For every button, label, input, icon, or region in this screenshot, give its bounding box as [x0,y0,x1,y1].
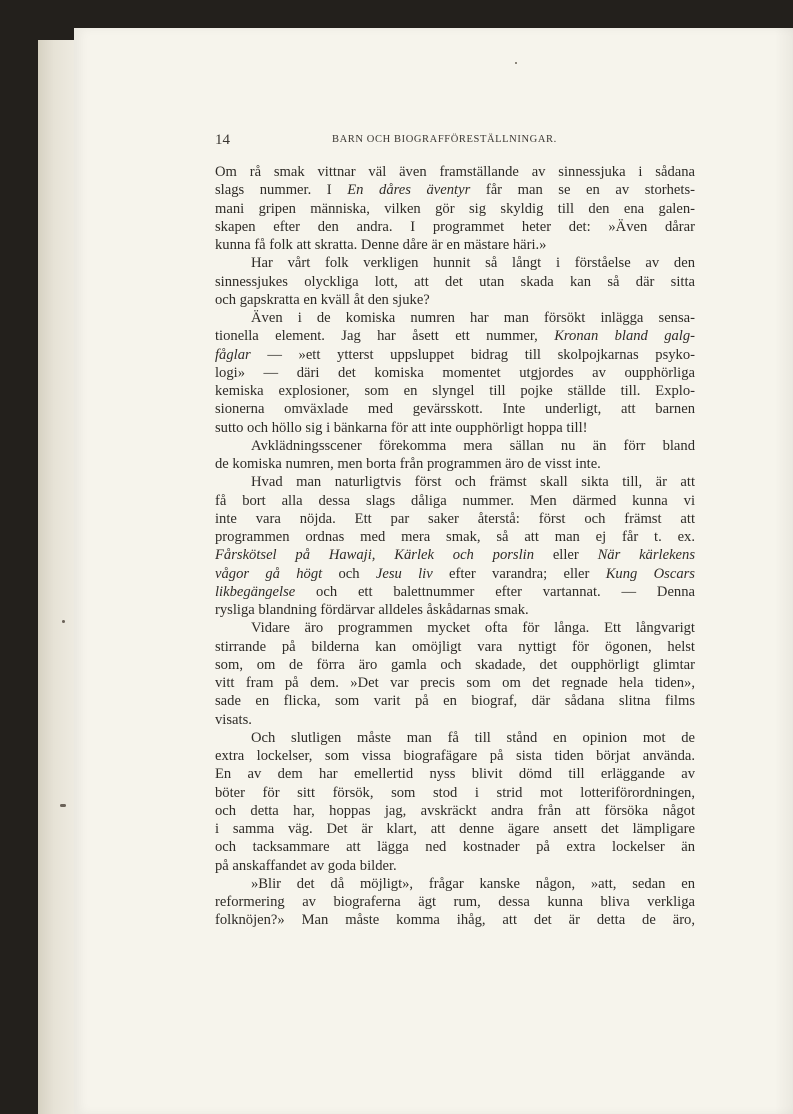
text-line [215,181,695,199]
text-segment: folknöjen?» Man måste komma ihåg, att det är detta de äro, [215,912,695,929]
text-line [215,346,695,364]
text-line [215,218,695,236]
text-segment: kunna få folk att skratta. Denne dåre är en mästare häri.» [215,237,547,253]
text-line [215,711,695,729]
text-line [215,765,695,783]
italic-title: likbegängelse [215,583,296,600]
text-line [215,838,695,856]
text-line [215,473,695,491]
text-line [215,254,695,272]
text-segment: sionerna omväxlade med gevärsskott. Inte underligt, att barnen [215,401,695,418]
text-line [215,291,695,309]
text-line [215,565,695,583]
margin-speck [515,62,517,64]
text-line [215,382,695,400]
text-segment: i samma väg. Det är klart, att denne ägare ansett det lämpligare [215,821,695,837]
text-segment: och [322,565,376,582]
text-line [215,674,695,692]
text-segment: sutto och höllo sig i bänkarna för att inte oupphörligt hoppa till! [215,419,588,436]
text-line [215,692,695,710]
italic-title: Fårskötsel på Hawaji, Kärlek och porslin [215,547,535,564]
text-line [215,309,695,327]
body-text [215,163,695,930]
text-segment: reformering av biograferna ägt rum, dessa kunna bliva verkliga [215,894,695,910]
text-line [215,546,695,564]
text-segment: visats. [215,711,252,728]
page-number: 14 [215,132,230,148]
text-line [215,911,695,929]
text-segment: får man se en av storhets- [470,182,695,199]
text-line [215,273,695,291]
italic-title: fåglar [215,346,251,363]
italic-title: En dåres äventyr [347,182,471,199]
text-line [215,619,695,637]
text-segment: Om rå smak vittnar väl även framställande av sinnessjuka i sådana [215,164,695,180]
text-segment: logi» — däri det komiska momentet utgjordes av oupphörliga [215,364,695,381]
text-segment: Har vårt folk verkligen hunnit så långt i förståelse av den [251,255,695,272]
text-line [215,802,695,820]
text-segment: »Blir det då möjligt», frågar kanske någon, »att, sedan en [251,875,695,892]
text-segment: slags nummer. I [215,182,348,199]
text-line [215,583,695,601]
text-line [215,327,695,345]
text-line [215,455,695,473]
text-segment: tionella element. Jag har åsett ett nummer, [215,328,555,345]
text-line [215,510,695,528]
text-segment: vitt fram på dem. »Det var precis som om det regnade hela tiden», [215,675,695,691]
text-segment: och detta har, hoppas jag, avskräckt andra från att försöka något [215,802,695,819]
margin-speck [62,620,65,623]
italic-title: vågor gå högt [215,565,323,582]
text-line [215,893,695,911]
page-shadow [775,28,793,1114]
text-line [215,437,695,455]
text-segment: Även i de komiska numren har man försökt inlägga sensa- [251,310,695,326]
text-segment: Och slutligen måste man få till stånd en opinion mot de [251,729,695,746]
text-segment: och gapskratta en kväll åt den sjuke? [215,291,430,308]
text-segment: — »ett ytterst uppsluppet bidrag till skolpojkarnas psyko- [250,346,695,363]
italic-title: Kung Oscars [605,565,695,582]
text-segment: extra lockelser, som vissa biografägare på sista tiden börjat använda. [215,748,695,764]
text-line [215,875,695,893]
text-line [215,236,695,254]
text-segment: skapen efter den andra. I programmet heter det: »Även dårar [215,218,695,235]
text-line [215,747,695,765]
text-segment: Hvad man naturligtvis först och främst skall sikta till, är att [251,474,695,491]
header-title: BARN OCH BIOGRAFFÖRESTÄLLNINGAR. [332,134,557,145]
text-line [215,729,695,747]
text-line [215,857,695,875]
text-segment: En av dem har emellertid nyss blivit dömd till erläggande av [215,766,695,783]
text-segment: sinnessjukes olyckliga lott, att det utan skada kan så där sitta [215,273,695,290]
margin-speck [60,804,66,807]
text-segment: mani gripen människa, vilken gör sig skyldig till den ena galen- [215,200,695,217]
text-segment: och tacksammare att lägga ned kostnader på extra lockelser än [215,839,695,856]
text-segment: Vidare äro programmen mycket ofta för långa. Ett långvarigt [251,620,695,637]
text-segment: de komiska numren, men borta från programmen äro de visst inte. [215,456,601,472]
text-line [215,528,695,546]
text-segment: böter för sitt försök, som stod i strid mot lotteriförordningen, [215,784,695,801]
running-head [215,132,695,150]
text-segment: inte vara nöjda. Ett par saker återstå: först och främst att [215,510,695,527]
text-segment: kemiska explosioner, som en slyngel till pojke ställde till. Explo- [215,383,695,399]
text-line [215,601,695,619]
text-line [215,638,695,656]
text-segment: på anskaffandet av goda bilder. [215,857,397,874]
book-left-edge [38,40,78,1114]
text-line [215,492,695,510]
text-line [215,419,695,437]
italic-title: Kronan bland galg- [554,328,695,345]
text-line [215,820,695,838]
text-segment: eller [534,547,598,564]
text-line [215,400,695,418]
text-line [215,784,695,802]
text-line [215,163,695,181]
text-segment: som, om de förra äro gamla och skadade, det oupphörligt glimtar [215,656,695,673]
text-line [215,656,695,674]
italic-title: När kärlekens [597,547,695,564]
text-segment: stirrande på bilderna kan omöjligt vara nyttigt för ögonen, helst [215,638,695,655]
italic-title: Jesu liv [375,565,433,582]
text-segment: programmen ordnas med mera smak, så att man ej får t. ex. [215,529,695,545]
text-segment: få bort alla dessa slags dåliga nummer. Men därmed kunna vi [215,492,695,509]
text-segment: och ett balettnummer efter vartannat. — Denna [295,583,695,600]
text-segment: Avklädningsscener förekomma mera sällan nu än förr bland [251,437,695,454]
text-segment: rysliga blandning fördärvar alldeles åskådarnas smak. [215,602,529,618]
text-segment: sade en flicka, som varit på en biograf, där sådana slitna films [215,693,695,710]
text-line [215,200,695,218]
text-line [215,364,695,382]
text-segment: efter varandra; eller [432,565,606,582]
